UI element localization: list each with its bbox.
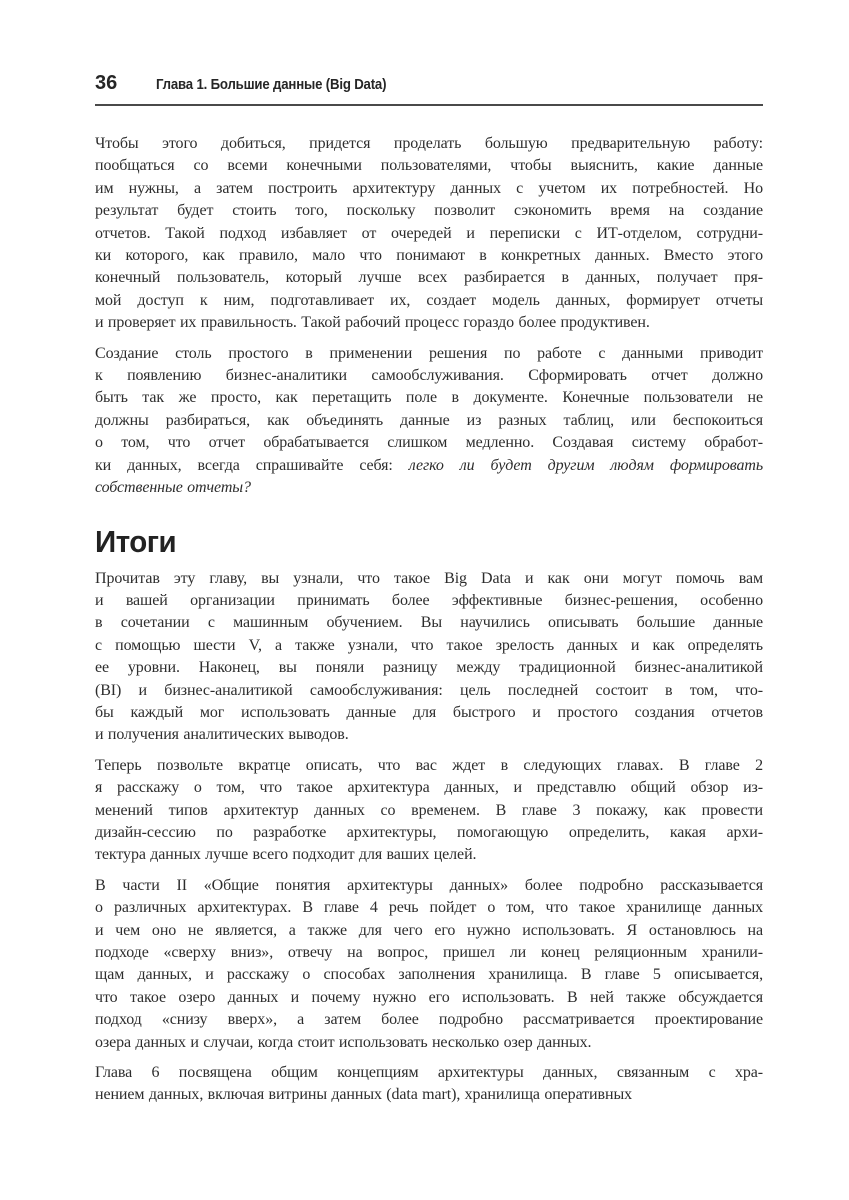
text-line: о том, что отчет обрабатывается слишком медленно. Создавая систему обработ-	[95, 434, 763, 452]
text-line: результат будет стоить того, поскольку позволит сэкономить время на создание	[95, 202, 763, 220]
text-line: ки которого, как правило, мало что понимают в конкретных данных. Вместо этого	[95, 247, 763, 265]
section-heading: Итоги	[95, 523, 177, 559]
text-line: тектура данных лучше всего подходит для ваших целей.	[95, 846, 477, 864]
paragraph	[95, 568, 763, 747]
text-line: и проверяет их правильность. Такой рабочий процесс гораздо более продуктивен.	[95, 314, 650, 332]
text-line: должны разбираться, как объединять данные из разных таблиц, или беспокоиться	[95, 411, 763, 429]
text-line: и чем оно не является, а также для чего его нужно использовать. Я остановлюсь на	[95, 921, 763, 939]
paragraph	[95, 343, 763, 500]
text-line: щам данных, и расскажу о способах заполнения хранилища. В главе 5 описывается,	[95, 966, 763, 984]
text-line: конечный пользователь, который лучше всех разбирается в данных, получает пря-	[95, 269, 763, 287]
text-line	[95, 477, 763, 499]
running-header	[95, 72, 763, 106]
page-number: 36	[95, 72, 118, 94]
text-line: к появлению бизнес-аналитики самообслуживания. Сформировать отчет должно	[95, 367, 763, 385]
text-line: В части II «Общие понятия архитектуры данных» более подробно рассказывается	[95, 876, 763, 894]
text-line: о различных архитектурах. В главе 4 речь пойдет о том, что такое хранилище данных	[95, 899, 763, 917]
paragraph	[95, 133, 763, 335]
text-line: (BI) и бизнес-аналитикой самообслуживания: цель последней состоит в том, что-	[95, 681, 763, 699]
text-line: ки данных, всегда спрашивайте себя: легко ли будет другим людям формировать	[95, 456, 764, 474]
text-line: Теперь позвольте вкратце описать, что вас ждет в следующих главах. В главе 2	[95, 756, 763, 774]
text-line: с помощью шести V, а также узнали, что такое зрелость данных и как определять	[95, 636, 763, 654]
paragraph	[95, 875, 763, 1054]
text-line: в сочетании с машинным обучением. Вы научились описывать большие данные	[95, 614, 763, 632]
text-line: бы каждый мог использовать данные для быстрого и простого создания отчетов	[95, 703, 763, 721]
text-line: Чтобы этого добиться, придется проделать большую предварительную работу:	[95, 135, 763, 152]
text-line: нением данных, включая витрины данных (data mart), хранилища оперативных	[95, 1086, 632, 1104]
text-line: пообщаться со всеми конечными пользователями, чтобы выяснить, какие данные	[95, 157, 763, 175]
paragraph	[95, 755, 763, 867]
text-line: быть так же просто, как перетащить поле в документе. Конечные пользователи не	[95, 389, 763, 407]
text-line: Прочитав эту главу, вы узнали, что такое Big Data и как они могут помочь вам	[95, 569, 763, 587]
italic-text: собственные отчеты?	[95, 479, 251, 497]
text-line: и получения аналитических выводов.	[95, 726, 349, 744]
text-line: Глава 6 посвящена общим концепциям архитектуры данных, связанным с хра-	[95, 1064, 763, 1082]
text-line: менений типов архитектур данных со временем. В главе 3 покажу, как провести	[95, 801, 763, 819]
text-line: подход «снизу вверх», а затем более подробно рассматривается проектирование	[95, 1011, 763, 1029]
text-line: озера данных и случаи, когда стоит использовать несколько озер данных.	[95, 1033, 592, 1051]
paragraph	[95, 1062, 763, 1107]
text-line: я расскажу о том, что такое архитектура данных, и представлю общий обзор из-	[95, 779, 763, 797]
text-line: что такое озеро данных и почему нужно его использовать. В ней также обсуждается	[95, 988, 763, 1006]
text-line: ее уровни. Наконец, вы поняли разницу между традиционной бизнес-аналитикой	[95, 659, 763, 677]
text-line: подходе «сверху вниз», отвечу на вопрос, пришел ли конец реляционным хранили-	[95, 944, 763, 961]
text-line: и вашей организации принимать более эффективные бизнес-решения, особенно	[95, 591, 763, 609]
page-body	[95, 133, 763, 1107]
text-line: отчетов. Такой подход избавляет от очередей и переписки с ИТ-отделом, сотрудни-	[95, 224, 763, 242]
text-line: мой доступ к ним, подготавливает их, создает модель данных, формирует отчеты	[95, 291, 763, 309]
running-title: Глава 1. Большие данные (Big Data)	[156, 76, 387, 93]
text-line: Создание столь простого в применении решения по работе с данными приводит	[95, 344, 763, 362]
italic-text: легко ли будет другим людям формировать	[408, 456, 764, 474]
text-line: им нужны, а затем построить архитектуру данных с учетом их потребностей. Но	[95, 179, 763, 197]
text-line: дизайн-сессию по разработке архитектуры, помогающую определить, какая архи-	[95, 823, 763, 841]
